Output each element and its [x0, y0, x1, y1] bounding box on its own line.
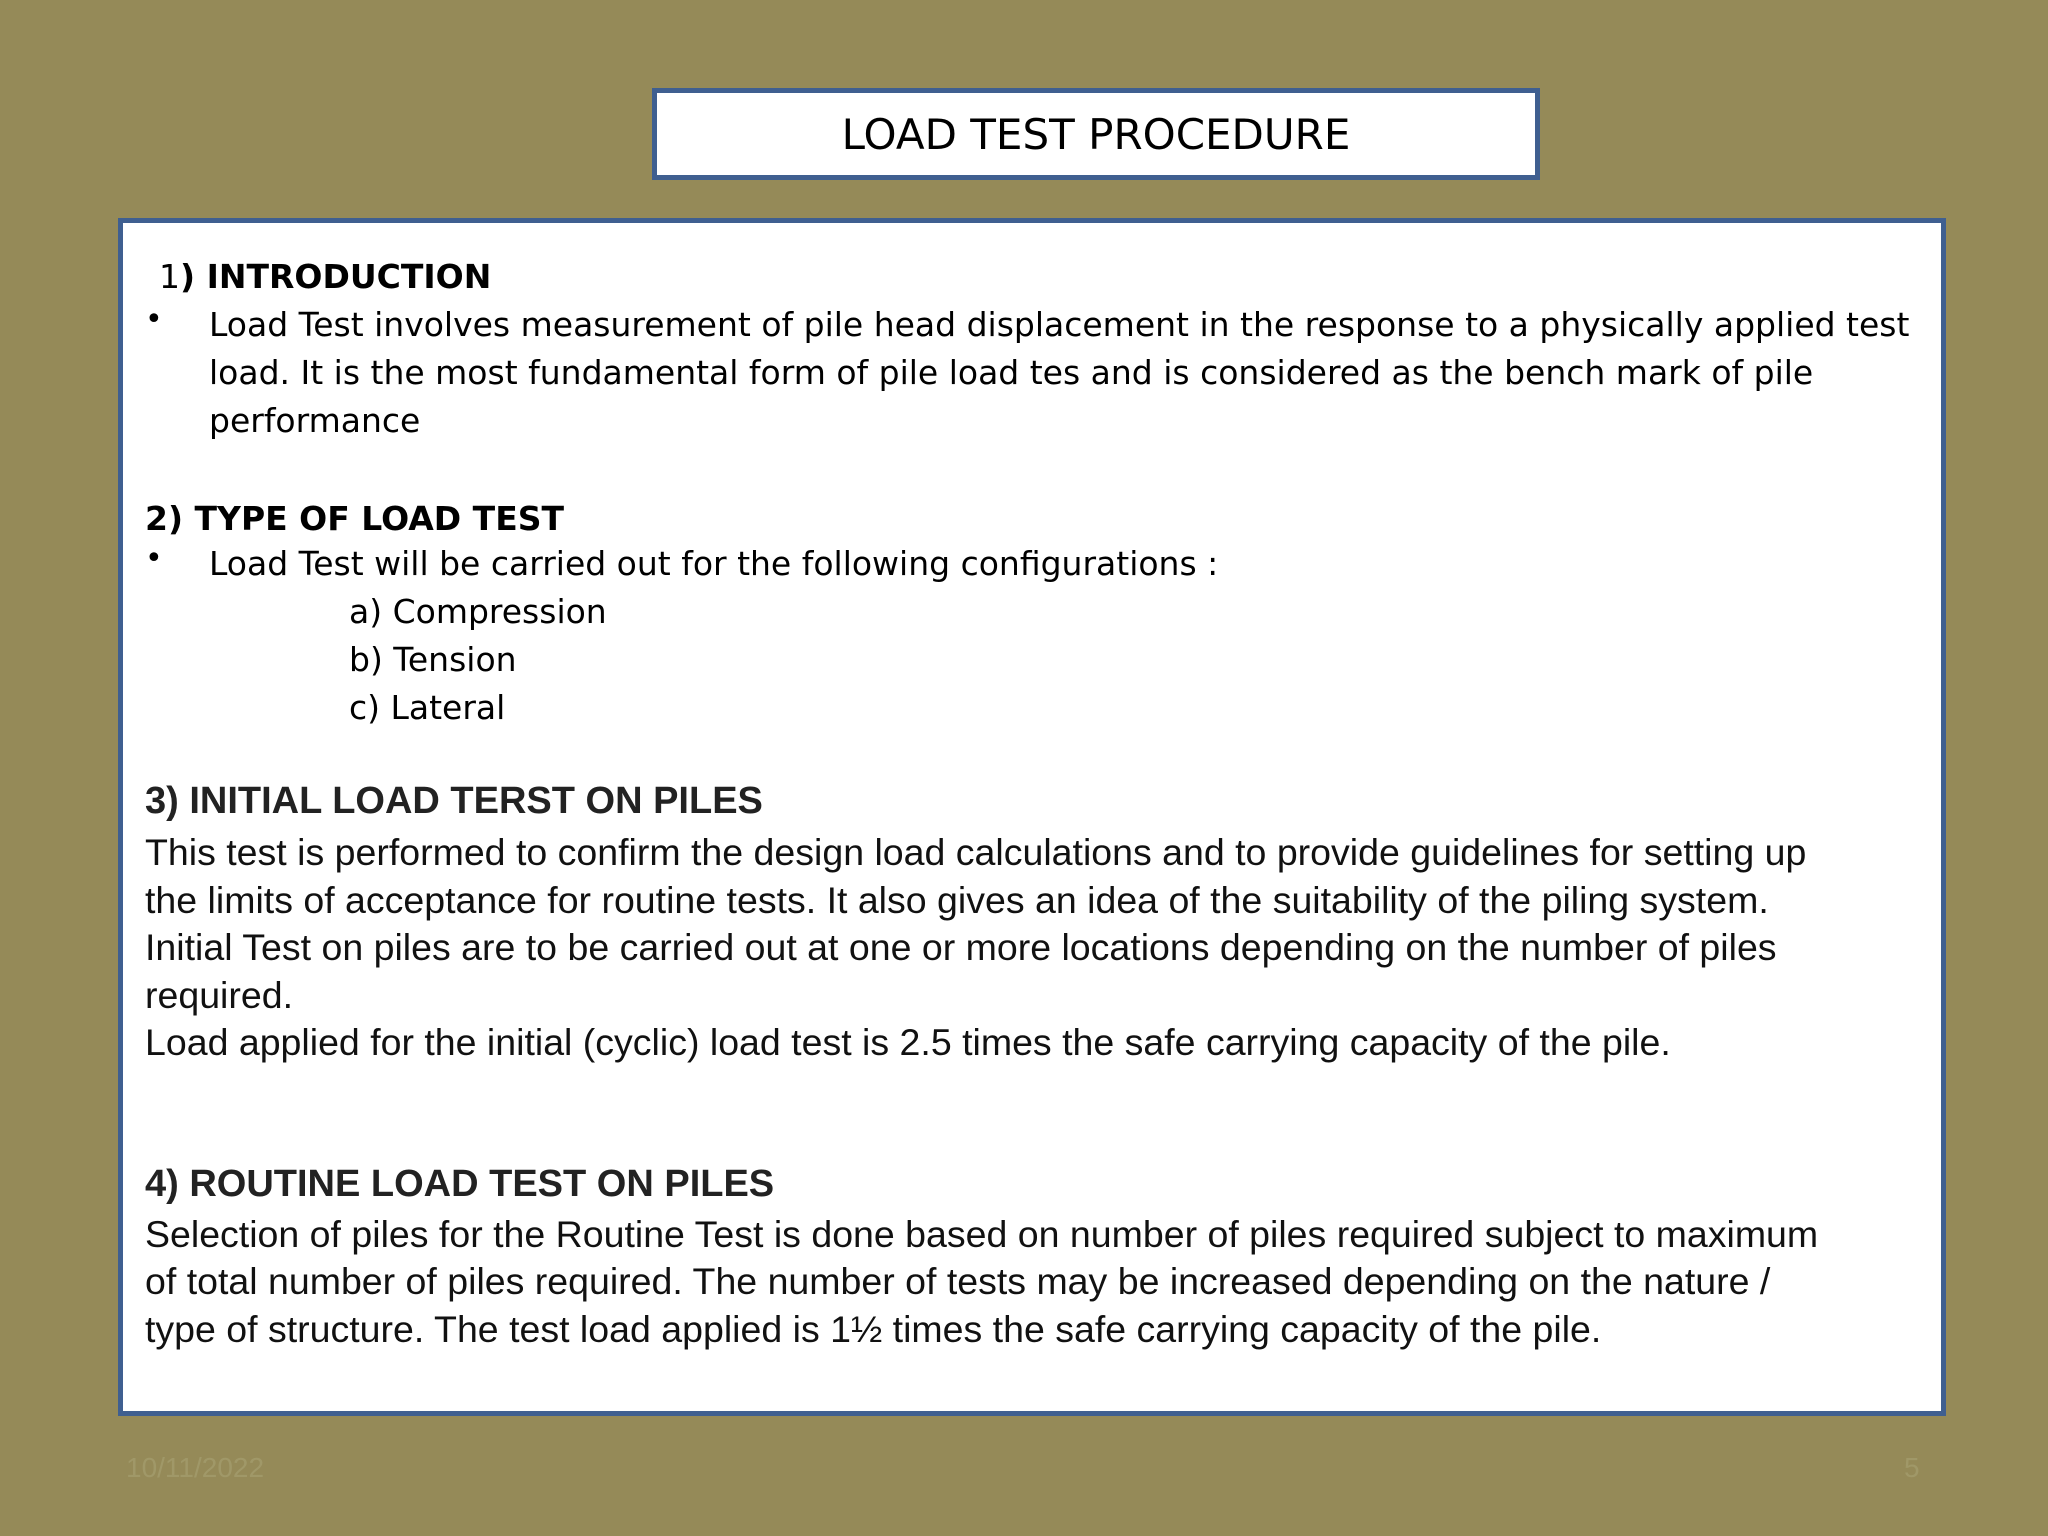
intro-heading-number: 1 — [159, 257, 180, 296]
slide-title: LOAD TEST PROCEDURE — [841, 109, 1351, 159]
type-item-compression: a) Compression — [349, 592, 607, 631]
initial-heading: 3) INITIAL LOAD TERST ON PILES — [145, 780, 763, 822]
intro-line-2: load. It is the most fundamental form of pile load tes and is considered as the bench mark of pile — [209, 353, 1814, 392]
type-item-tension: b) Tension — [349, 640, 517, 679]
routine-heading: 4) ROUTINE LOAD TEST ON PILES — [145, 1163, 775, 1205]
type-intro: Load Test will be carried out for the following configurations : — [209, 544, 1219, 583]
initial-line-5: Load applied for the initial (cyclic) load test is 2.5 times the safe carrying capacity of the pile. — [145, 1021, 1671, 1063]
initial-line-4: required. — [145, 974, 294, 1016]
initial-line-3: Initial Test on piles are to be carried out at one or more locations depending on the number of piles — [145, 926, 1777, 968]
intro-heading-text: ) INTRODUCTION — [180, 257, 492, 296]
type-bullet: • — [145, 541, 163, 576]
initial-line-1: This test is performed to confirm the design load calculations and to provide guidelines for setting up — [145, 831, 1807, 873]
type-heading: 2) TYPE OF LOAD TEST — [145, 499, 565, 538]
intro-heading — [159, 253, 491, 301]
content-panel — [118, 218, 1946, 1416]
footer-page-number: 5 — [1904, 1452, 1920, 1483]
type-item-lateral: c) Lateral — [349, 688, 506, 727]
footer-date: 10/11/2022 — [126, 1452, 265, 1483]
routine-line-2: of total number of piles required. The number of tests may be increased depending on the nature / — [145, 1260, 1771, 1302]
intro-bullet: • — [145, 302, 163, 337]
routine-line-1: Selection of piles for the Routine Test is done based on number of piles required subject to maximum — [145, 1213, 1819, 1255]
intro-line-1: Load Test involves measurement of pile head displacement in the response to a physically applied test — [209, 305, 1910, 344]
slide-title-box — [652, 88, 1540, 180]
routine-line-3: type of structure. The test load applied is 1½ times the safe carrying capacity of the pile. — [145, 1308, 1602, 1350]
intro-line-3: performance — [209, 401, 421, 440]
initial-line-2: the limits of acceptance for routine tests. It also gives an idea of the suitability of the piling system. — [145, 879, 1769, 921]
